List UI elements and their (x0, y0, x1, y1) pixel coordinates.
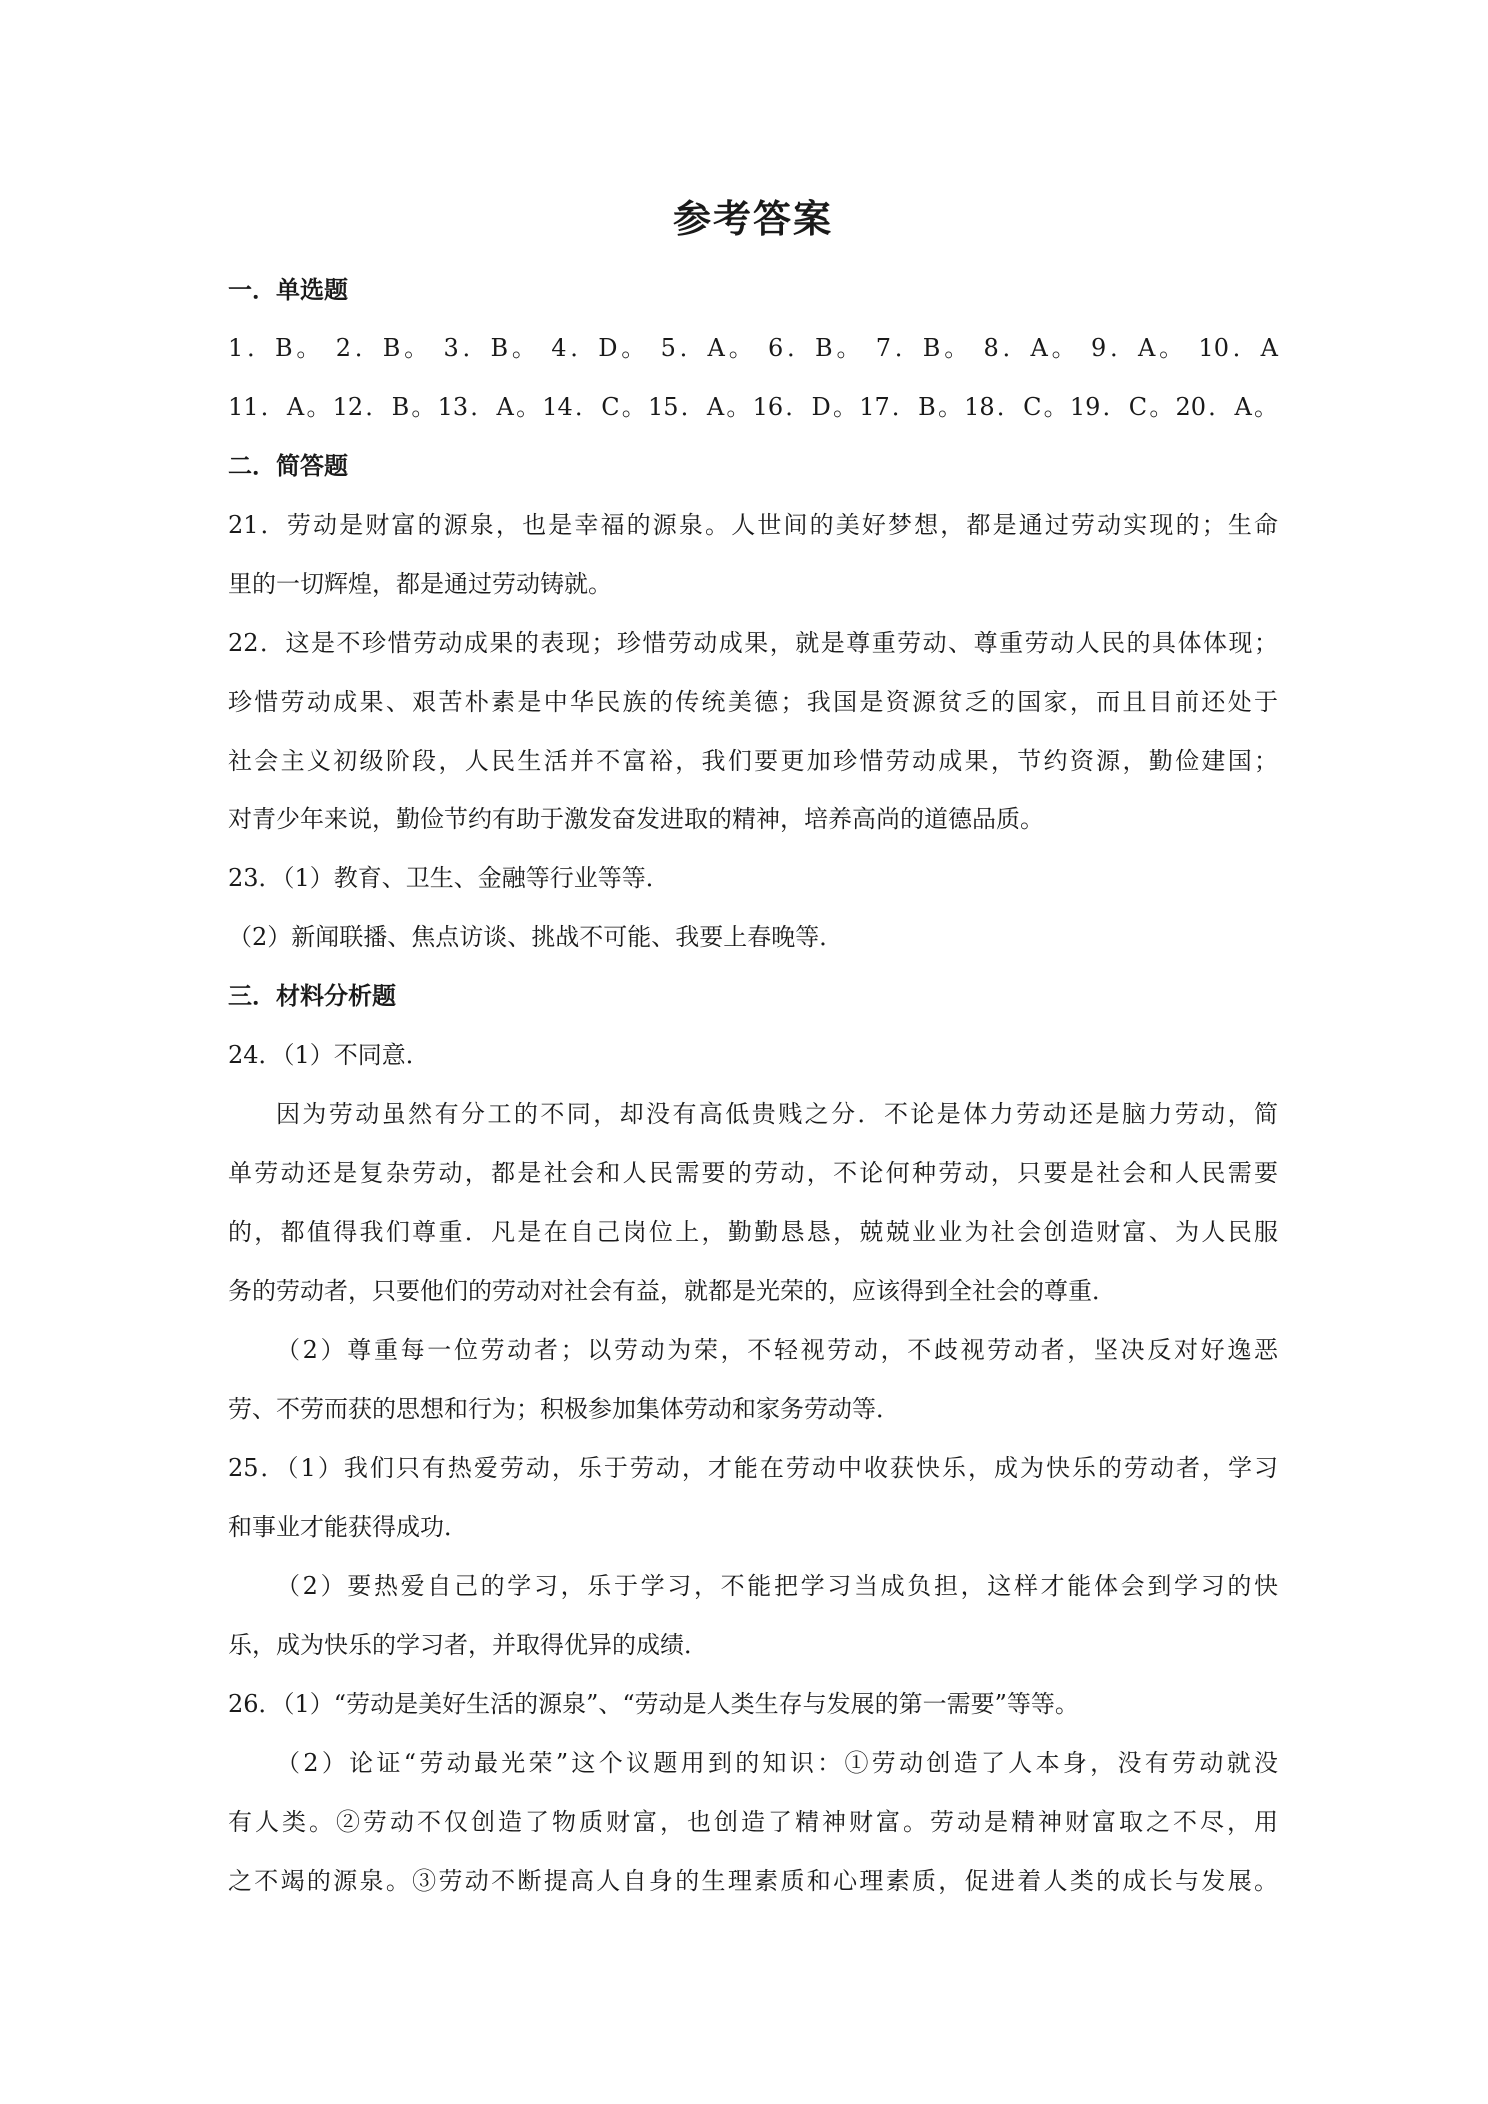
answer-26-line-4: 之不竭的源泉。③劳动不断提高人自身的生理素质和心理素质，促进着人类的成长与发展。 (228, 1867, 1278, 1895)
answer-25-line-1: 25．（1）我们只有热爱劳动，乐于劳动，才能在劳动中收获快乐，成为快乐的劳动者，学习 (228, 1454, 1278, 1482)
answer-22-line-2: 珍惜劳动成果、艰苦朴素是中华民族的传统美德；我国是资源贫乏的国家，而且目前还处于 (228, 688, 1278, 716)
answer-26-line-3: 有人类。②劳动不仅创造了物质财富，也创造了精神财富。劳动是精神财富取之不尽，用 (228, 1808, 1278, 1836)
answer-22-line-1: 22．这是不珍惜劳动成果的表现；珍惜劳动成果，就是尊重劳动、尊重劳动人民的具体体现； (228, 629, 1278, 657)
answer-22-line-4: 对青少年来说，勤俭节约有助于激发奋发进取的精神，培养高尚的道德品质。 (228, 805, 1044, 833)
answer-24-line-4: 的，都值得我们尊重．凡是在自己岗位上，勤勤恳恳，兢兢业业为社会创造财富、为人民服 (228, 1218, 1278, 1246)
answer-24-line-5: 务的劳动者，只要他们的劳动对社会有益，就都是光荣的，应该得到全社会的尊重． (228, 1277, 1116, 1305)
answer-21-line-2: 里的一切辉煌，都是通过劳动铸就。 (228, 570, 612, 598)
answer-25-line-3: （2）要热爱自己的学习，乐于学习，不能把学习当成负担，这样才能体会到学习的快 (276, 1572, 1278, 1600)
answer-25-line-2: 和事业才能获得成功． (228, 1513, 468, 1541)
answer-24-line-1: 24．（1）不同意． (228, 1041, 430, 1069)
answer-22-line-3: 社会主义初级阶段，人民生活并不富裕，我们要更加珍惜劳动成果，节约资源，勤俭建国； (228, 747, 1278, 775)
page-title: 参考答案 (672, 197, 833, 241)
answer-25-line-4: 乐，成为快乐的学习者，并取得优异的成绩． (228, 1631, 708, 1659)
section-heading-short-answer: 二．简答题 (228, 452, 348, 480)
answer-26-line-1: 26．（1）“劳动是美好生活的源泉”、“劳动是人类生存与发展的第一需要”等等。 (228, 1690, 1079, 1718)
answer-24-line-3: 单劳动还是复杂劳动，都是社会和人民需要的劳动，不论何种劳动，只要是社会和人民需要 (228, 1159, 1278, 1187)
answer-26-line-2: （2）论证“劳动最光荣”这个议题用到的知识：①劳动创造了人本身，没有劳动就没 (276, 1749, 1278, 1777)
single-choice-answers-1-10: 1．B。 2．B。 3．B。 4．D。 5．A。 6．B。 7．B。 8．A。 9．A。 10．A (228, 334, 1278, 362)
section-heading-material-analysis: 三．材料分析题 (228, 982, 396, 1010)
section-heading-single-choice: 一．单选题 (228, 276, 348, 304)
answer-21-line-1: 21．劳动是财富的源泉，也是幸福的源泉。人世间的美好梦想，都是通过劳动实现的；生命 (228, 511, 1278, 539)
answer-24-line-6: （2）尊重每一位劳动者；以劳动为荣，不轻视劳动，不歧视劳动者，坚决反对好逸恶 (276, 1336, 1278, 1364)
answer-24-line-2: 因为劳动虽然有分工的不同，却没有高低贵贱之分．不论是体力劳动还是脑力劳动，简 (276, 1100, 1278, 1128)
answer-24-line-7: 劳、不劳而获的思想和行为；积极参加集体劳动和家务劳动等． (228, 1395, 900, 1423)
single-choice-answers-11-20: 11．A。12．B。13．A。14．C。15．A。16．D。17．B。18．C。19．C。20．A。 (228, 393, 1278, 421)
answer-23-part-1: 23．（1）教育、卫生、金融等行业等等． (228, 864, 670, 892)
answer-23-part-2: （2）新闻联播、焦点访谈、挑战不可能、我要上春晚等． (228, 923, 844, 951)
